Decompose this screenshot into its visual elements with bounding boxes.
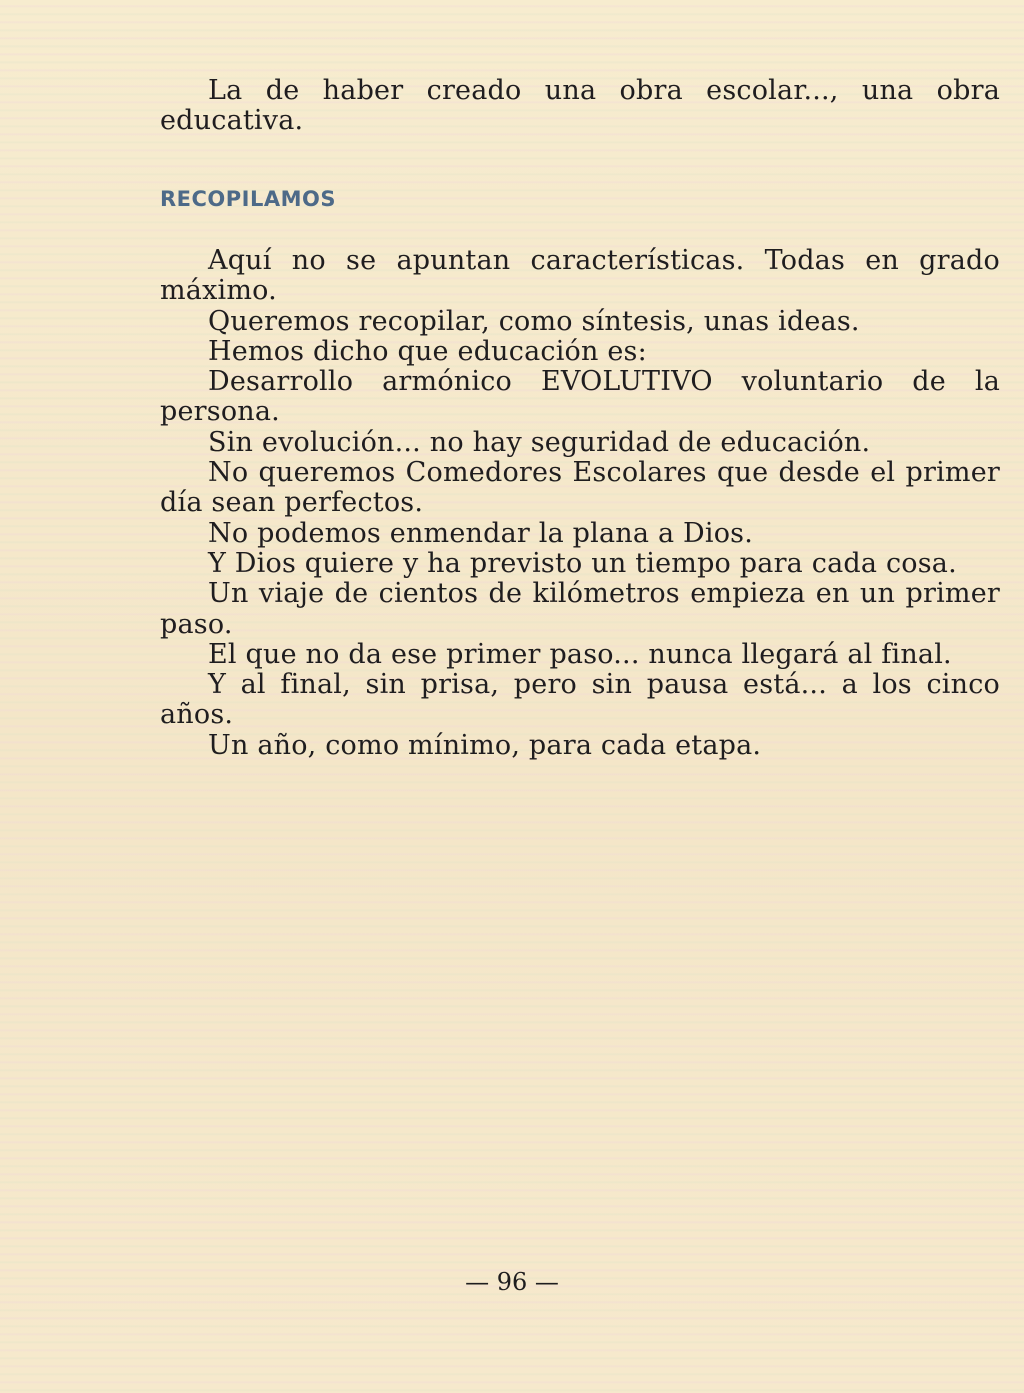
section-heading: RECOPILAMOS [160,187,336,211]
paragraph: Queremos recopilar, como síntesis, unas ideas. [208,305,860,337]
page-number: — 96 — [465,1268,559,1296]
paragraph: Un año, como mínimo, para cada etapa. [208,729,762,761]
paragraph: Hemos dicho que educación es: [208,335,647,367]
paragraph: Desarrollo armónico EVOLUTIVO voluntario de la persona. [160,366,1000,428]
paragraph: Sin evolución... no hay seguridad de educación. [208,426,871,458]
intro-block [160,76,1000,137]
paragraph: No queremos Comedores Escolares que desde el primer día sean perfectos. [160,457,1000,519]
paragraph: Un viaje de cientos de kilómetros empieza en un primer paso. [160,578,1000,640]
recopilamos-text [160,246,1000,761]
paragraph: Y al final, sin prisa, pero sin pausa está... a los cinco años. [160,669,1000,731]
paragraph: Y Dios quiere y ha previsto un tiempo para cada cosa. [208,547,957,579]
paragraph: No podemos enmendar la plana a Dios. [208,517,754,549]
paragraph: El que no da ese primer paso... nunca llegará al final. [208,638,952,670]
paragraph: Aquí no se apuntan características. Todas en grado máximo. [160,245,1000,307]
intro-paragraph: La de haber creado una obra escolar..., una obra educativa. [160,75,1000,137]
